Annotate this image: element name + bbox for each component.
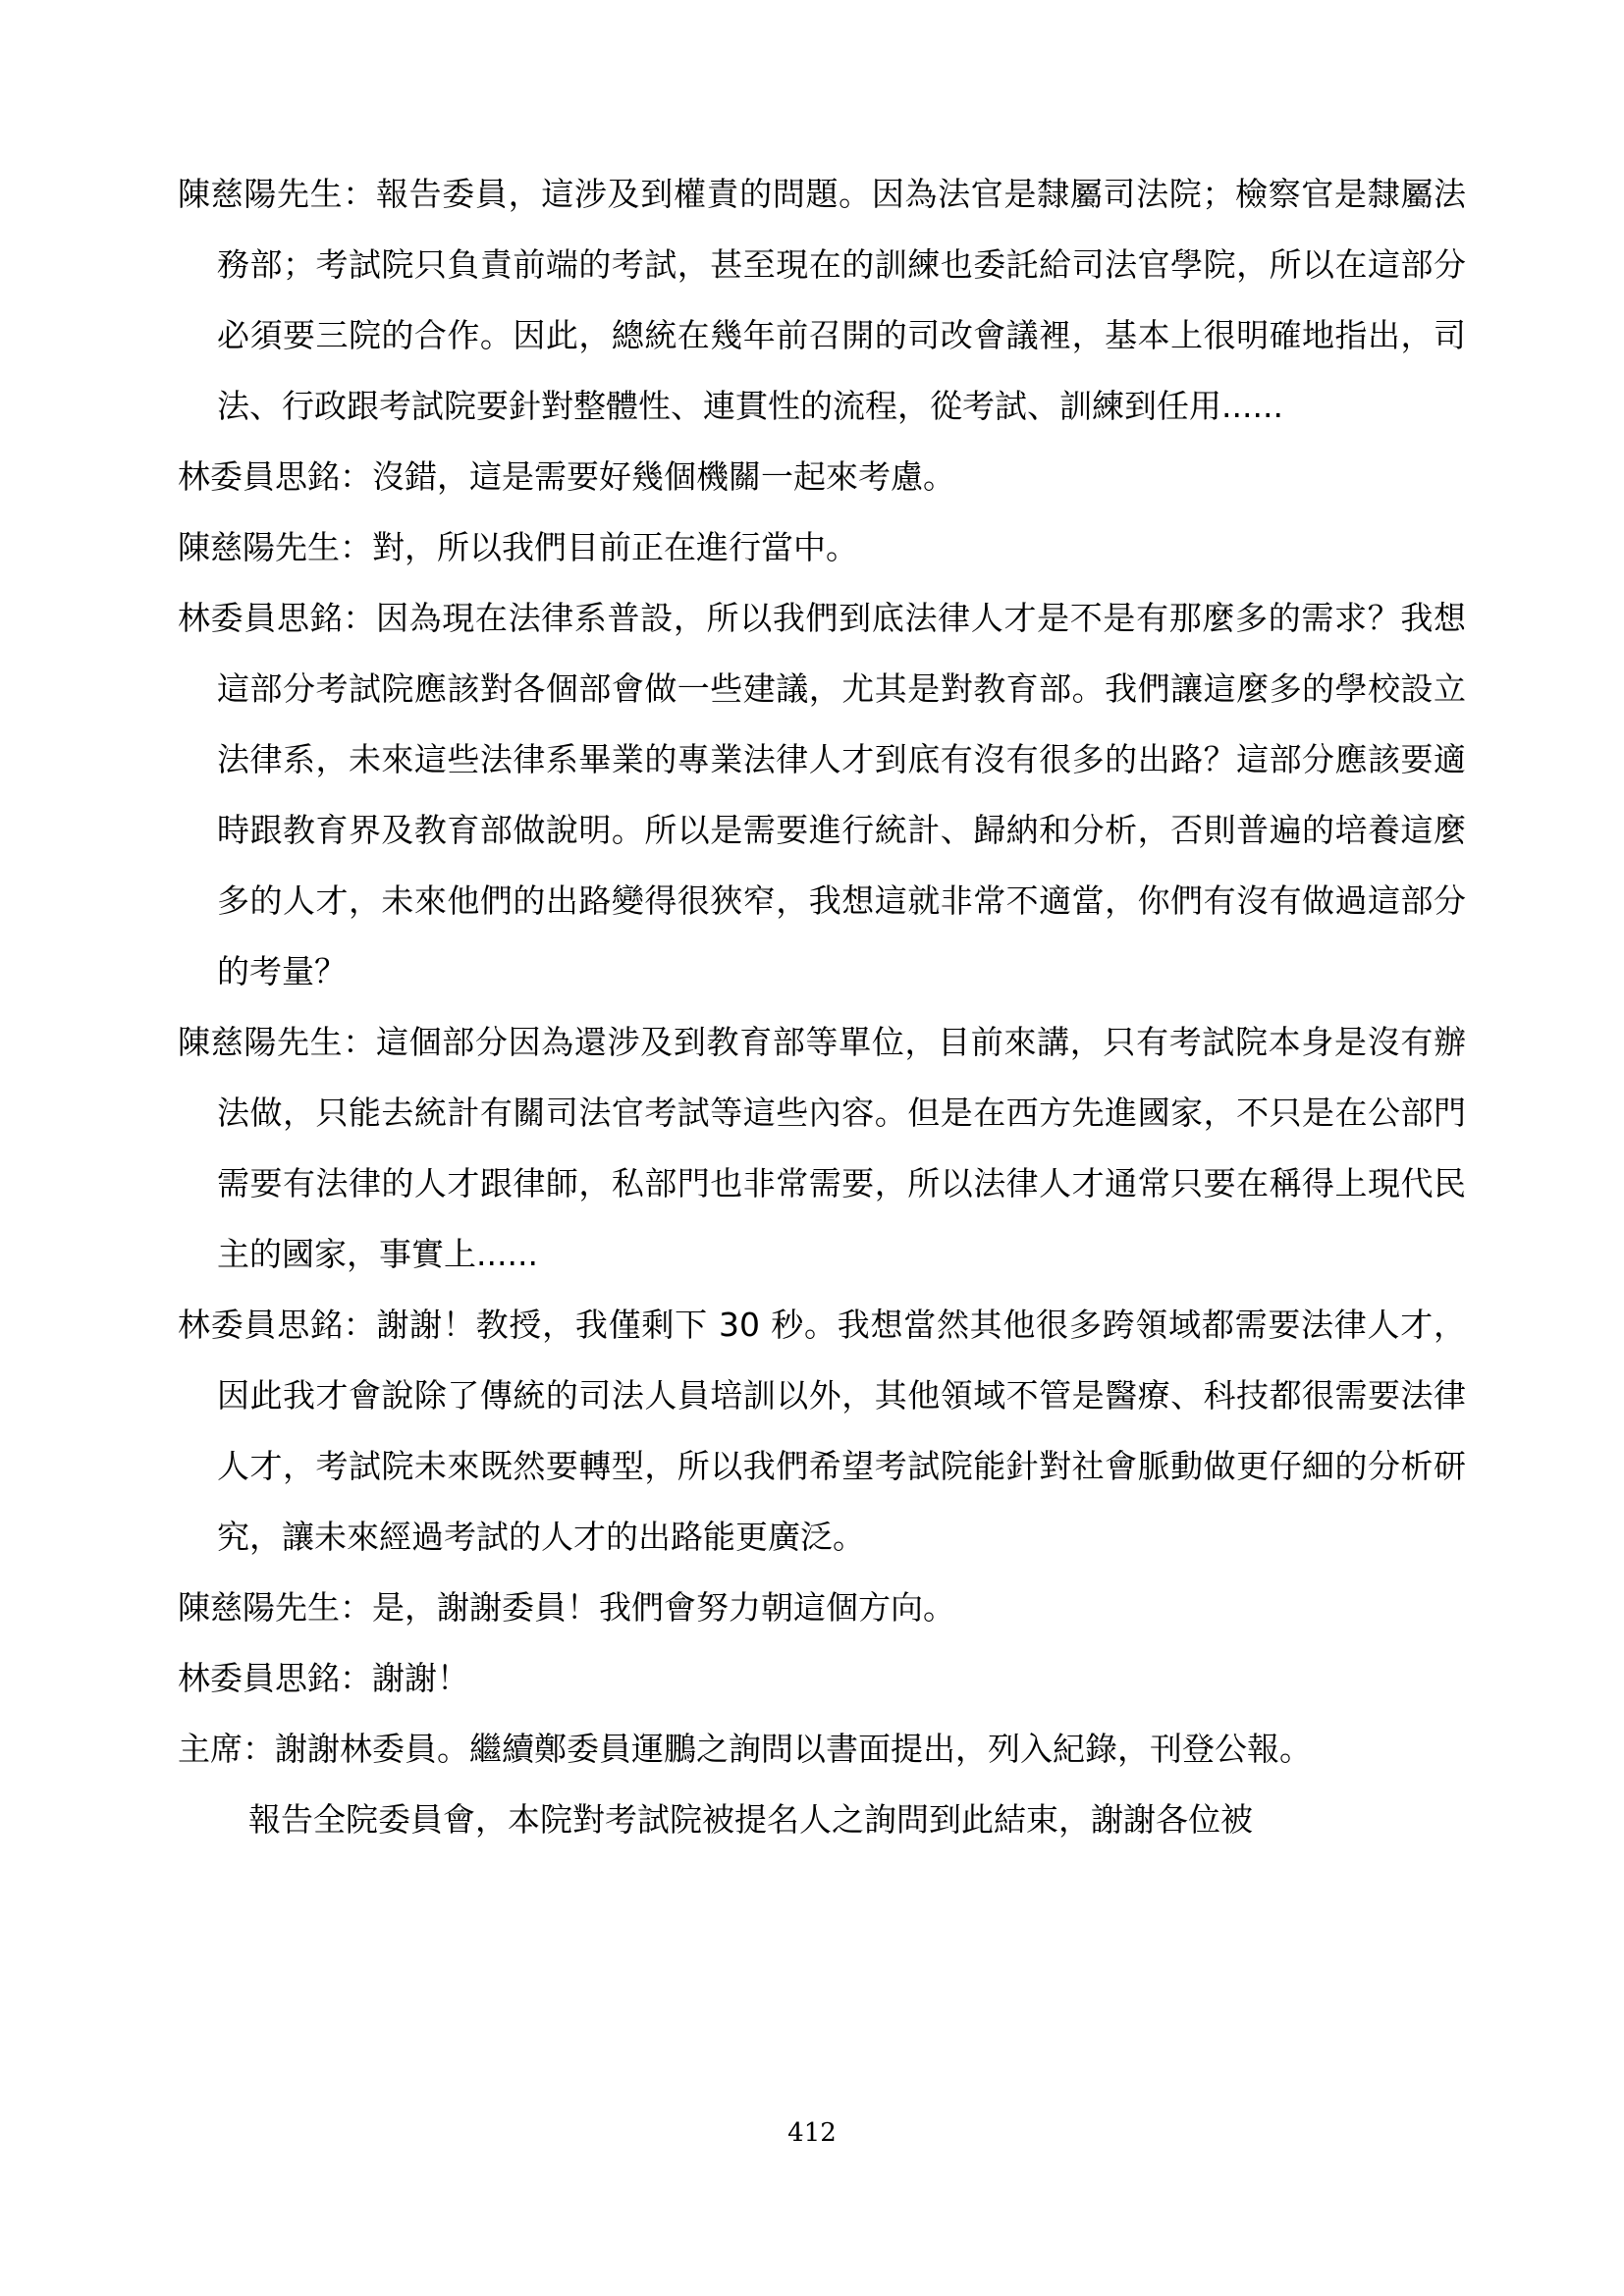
transcript-body — [178, 159, 1466, 1855]
speech-entry — [178, 512, 1466, 583]
speaker-name: 陳慈陽先生： — [178, 528, 372, 566]
speaker-name: 陳慈陽先生： — [178, 1023, 376, 1061]
speech-text: 這個部分因為還涉及到教育部等單位，目前來講，只有考試院本身是沒有辦法做，只能去統計有關司法官考試等這些內容。但是在西方先進國家，不只是在公部門需要有法律的人才跟律師，私部門也非常需要，所以法律人才通常只要在稱得上現代民主的國家，事實上...... — [217, 1023, 1467, 1273]
speech-entry — [178, 1714, 1466, 1785]
speaker-name: 主席： — [178, 1730, 275, 1768]
speaker-name: 陳慈陽先生： — [178, 1588, 372, 1627]
speech-text: 謝謝！教授，我僅剩下 30 秒。我想當然其他很多跨領域都需要法律人才，因此我才會說除了傳統的司法人員培訓以外，其他領域不管是醫療、科技都很需要法律人才，考試院未來既然要轉型，所以我們希望考試院能針對社會脈動做更仔細的分析研究，讓未來經過考試的人才的出路能更廣泛。 — [217, 1306, 1467, 1556]
page-number: 412 — [787, 2118, 837, 2148]
speech-text: 謝謝林委員。繼續鄭委員運鵬之詢問以書面提出，列入紀錄，刊登公報。 — [275, 1730, 1312, 1768]
speech-text: 謝謝！ — [372, 1659, 469, 1697]
speaker-name: 林委員思銘： — [178, 1659, 372, 1697]
speech-text: 因為現在法律系普設，所以我們到底法律人才是不是有那麼多的需求？我想這部分考試院應該對各個部會做一些建議，尤其是對教育部。我們讓這麼多的學校設立法律系，未來這些法律系畢業的專業法律人才到底有沒有很多的出路？這部分應該要適時跟教育界及教育部做說明。所以是需要進行統計、歸納和分析，否則普遍的培養這麼多的人才，未來他們的出路變得很狹窄，我想這就非常不適當，你們有沒有做過這部分的考量？ — [217, 599, 1467, 990]
speaker-name: 林委員思銘： — [178, 599, 376, 637]
speech-entry — [178, 1643, 1466, 1714]
speech-text: 對，所以我們目前正在進行當中。 — [372, 528, 858, 566]
speech-text: 沒錯，這是需要好幾個機關一起來考慮。 — [372, 457, 955, 496]
speech-text: 是，謝謝委員！我們會努力朝這個方向。 — [372, 1588, 955, 1627]
closing-paragraph: 報告全院委員會，本院對考試院被提名人之詢問到此結束，謝謝各位被 — [248, 1800, 1253, 1839]
speech-entry — [178, 583, 1466, 1007]
speech-entry — [178, 159, 1466, 442]
speech-text: 報告委員，這涉及到權責的問題。因為法官是隸屬司法院；檢察官是隸屬法務部；考試院只負責前端的考試，甚至現在的訓練也委託給司法官學院，所以在這部分必須要三院的合作。因此，總統在幾年前召開的司改會議裡，基本上很明確地指出，司法、行政跟考試院要針對整體性、連貫性的流程，從考試、訓練到任用...... — [217, 175, 1467, 425]
speech-entry — [178, 442, 1466, 512]
speaker-name: 林委員思銘： — [178, 1306, 377, 1344]
speaker-name: 陳慈陽先生： — [178, 175, 376, 213]
speech-entry — [178, 1290, 1466, 1573]
speech-entry — [178, 1007, 1466, 1290]
speaker-name: 林委員思銘： — [178, 457, 372, 496]
speech-entry — [178, 1573, 1466, 1643]
